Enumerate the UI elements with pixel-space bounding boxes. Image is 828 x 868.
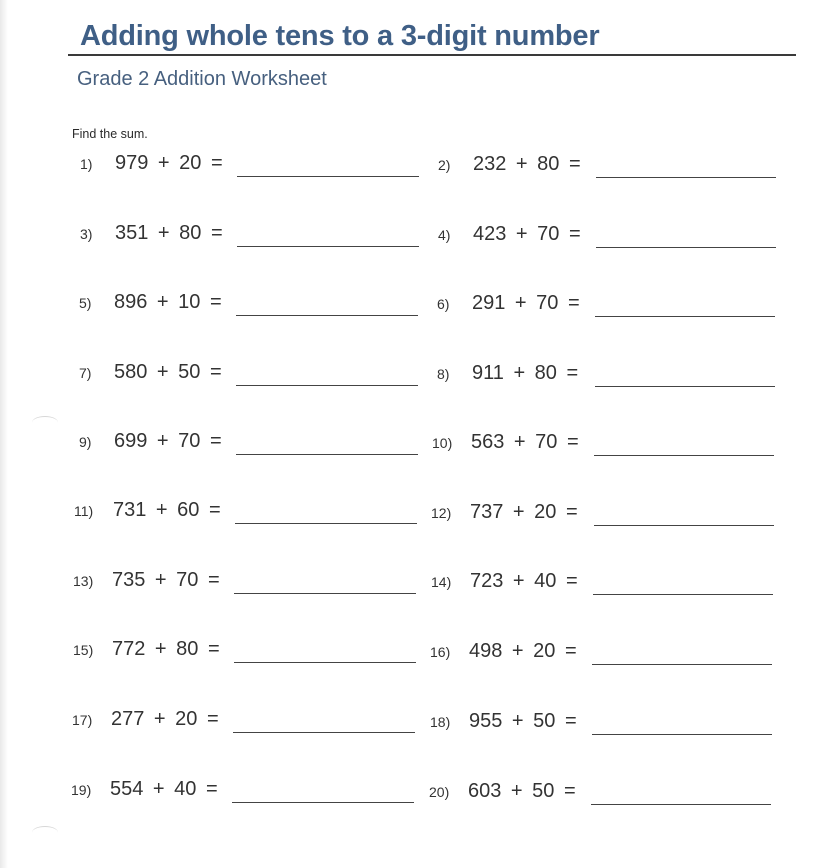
problem-number: 12) (431, 505, 452, 521)
problem-expression: 737 + 20 = (470, 501, 578, 523)
answer-line[interactable] (596, 177, 776, 178)
problem-number: 2) (438, 157, 451, 173)
problem-number: 16) (430, 644, 451, 660)
instructions-text: Find the sum. (72, 127, 148, 141)
worksheet-title: Adding whole tens to a 3-digit number (80, 20, 600, 52)
answer-line[interactable] (594, 455, 774, 456)
problem-expression: 291 + 70 = (472, 292, 580, 314)
answer-line[interactable] (595, 386, 775, 387)
problem-item (0, 640, 800, 670)
problem-number: 13) (73, 573, 94, 589)
problem-item (0, 780, 800, 810)
answer-line[interactable] (593, 594, 773, 595)
problem-number: 10) (432, 435, 453, 451)
problem-number: 20) (429, 784, 450, 800)
paper-crease-mark (32, 416, 58, 429)
answer-line[interactable] (591, 804, 771, 805)
problem-number: 3) (80, 226, 93, 242)
problem-expression: 723 + 40 = (470, 570, 578, 592)
problem-expression: 955 + 50 = (469, 710, 577, 732)
problem-expression: 772 + 80 = (112, 638, 220, 660)
problem-expression: 498 + 20 = (469, 640, 577, 662)
problem-expression: 554 + 40 = (110, 778, 218, 800)
problem-number: 15) (73, 642, 94, 658)
problem-expression: 735 + 70 = (112, 569, 220, 591)
problem-expression: 423 + 70 = (473, 223, 581, 245)
problem-number: 18) (430, 714, 451, 730)
answer-line[interactable] (595, 316, 775, 317)
problem-expression: 979 + 20 = (115, 152, 223, 174)
problem-expression: 232 + 80 = (473, 153, 581, 175)
answer-line[interactable] (594, 525, 774, 526)
problem-expression: 603 + 50 = (468, 780, 576, 802)
problem-expression: 699 + 70 = (114, 430, 222, 452)
problem-expression: 351 + 80 = (115, 222, 223, 244)
problem-number: 6) (437, 296, 450, 312)
problem-number: 1) (80, 156, 93, 172)
title-underline (68, 54, 796, 56)
problem-item (0, 501, 800, 531)
problem-number: 5) (79, 295, 92, 311)
problem-number: 9) (79, 434, 92, 450)
problem-number: 4) (438, 227, 451, 243)
problem-number: 8) (437, 366, 450, 382)
answer-line[interactable] (592, 664, 772, 665)
problem-number: 17) (72, 712, 93, 728)
problem-number: 11) (74, 503, 94, 519)
problem-item (0, 292, 800, 322)
problem-expression: 563 + 70 = (471, 431, 579, 453)
problem-expression: 911 + 80 = (472, 362, 579, 384)
problem-expression: 580 + 50 = (114, 361, 222, 383)
problem-item (0, 570, 800, 600)
problem-expression: 277 + 20 = (111, 708, 219, 730)
problem-expression: 731 + 60 = (113, 499, 221, 521)
problem-item (0, 710, 800, 740)
problem-item (0, 153, 800, 183)
answer-line[interactable] (592, 734, 772, 735)
problem-number: 19) (71, 782, 92, 798)
problem-expression: 896 + 10 = (114, 291, 222, 313)
problem-item (0, 362, 800, 392)
problem-number: 7) (79, 365, 92, 381)
worksheet-subtitle: Grade 2 Addition Worksheet (77, 68, 327, 90)
problem-item (0, 223, 800, 253)
problem-number: 14) (431, 574, 452, 590)
answer-line[interactable] (596, 247, 776, 248)
paper-crease-mark (32, 826, 58, 839)
problem-item (0, 431, 800, 461)
